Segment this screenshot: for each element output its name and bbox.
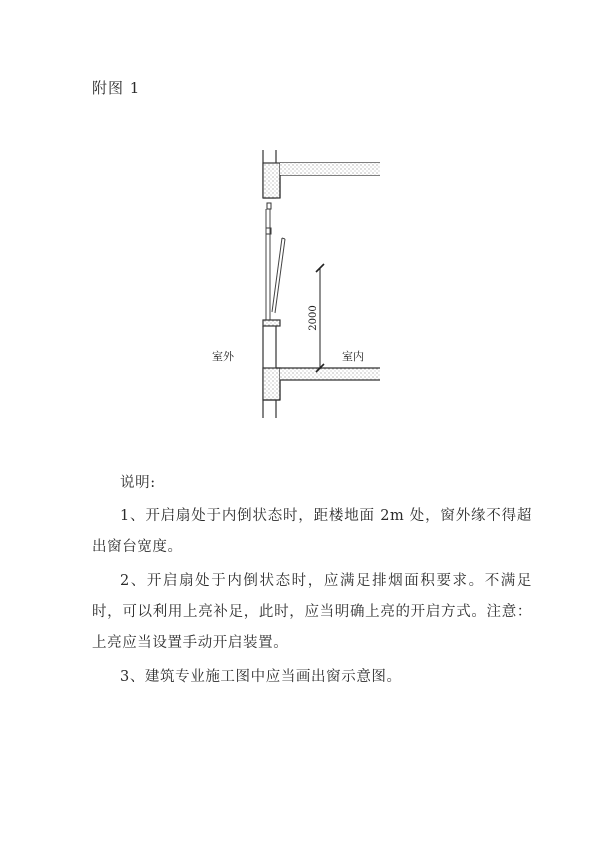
notes-heading: 说明:	[120, 475, 156, 491]
note-item-2: 2、开启扇处于内倒状态时，应满足排烟面积要求。不满足时，可以利用上亮补足，此时，应当明确上亮的开启方式。注意：上亮应当设置手动开启装置。	[92, 573, 532, 651]
note-item-3: 3、建筑专业施工图中应当画出窗示意图。	[120, 669, 402, 685]
figure-label: 附图 1	[92, 79, 141, 97]
indoor-label: 室内	[342, 350, 364, 363]
upper-slab	[263, 163, 380, 198]
outdoor-label: 室外	[212, 350, 234, 363]
dimension-label: 2000	[308, 305, 319, 331]
note-item-1: 1、开启扇处于内倒状态时，距楼地面 2m 处，窗外缘不得超出窗台宽度。	[92, 508, 532, 555]
notes-section	[92, 468, 532, 693]
window-sash	[266, 209, 285, 322]
lower-slab	[263, 368, 380, 418]
